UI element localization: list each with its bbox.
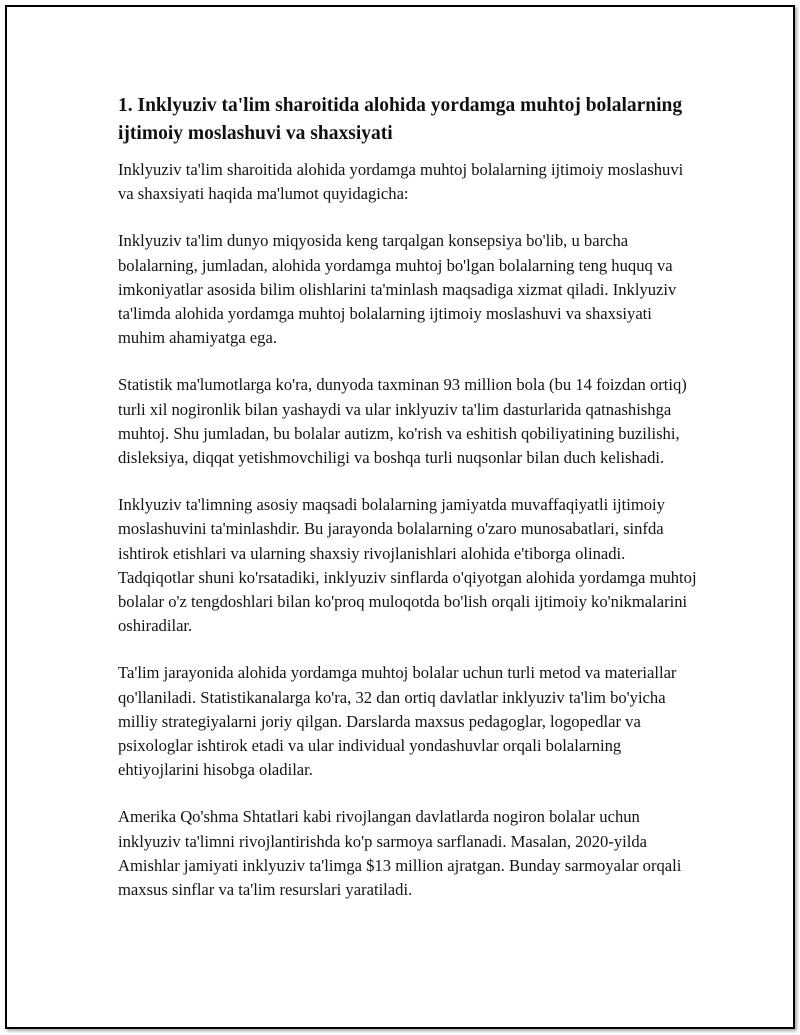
document-body (118, 92, 698, 925)
document-title: 1. Inklyuziv ta'lim sharoitida alohida yordamga muhtoj bolalarning ijtimoiy moslashuvi va shaxsiyati (118, 95, 683, 144)
paragraph-goal: Inklyuziv ta'limning asosiy maqsadi bolalarning jamiyatda muvaffaqiyatli ijtimoiy moslashuvini ta'minlashdir. Bu jarayonda bolalarning o'zaro munosabatlari, sinfda ishtirok etishlari va ularning shaxsiy rivojlanishlari alohida e'tiborga olinadi. Tadqiqotlar shuni ko'rsatadiki, inklyuziv sinflarda o'qiyotgan alohida yordamga muhtoj bolalar o'z tengdoshlari bilan ko'proq muloqotda bo'lish orqali ijtimoiy ko'nikmalarini oshiradilar. (118, 495, 697, 636)
paragraph-concept: Inklyuziv ta'lim dunyo miqyosida keng tarqalgan konsepsiya bo'lib, u barcha bolalarning, jumladan, alohida yordamga muhtoj bo'lgan bolalarning teng huquq va imkoniyatlar asosida bilim olishlarini ta'minlash maqsadiga xizmat qiladi. Inklyuziv ta'limda alohida yordamga muhtoj bolalarning ijtimoiy moslashuvi va shaxsiyati muhim ahamiyatga ega. (118, 231, 677, 348)
paragraph-investment: Amerika Qo'shma Shtatlari kabi rivojlangan davlatlarda nogiron bolalar uchun inklyuziv ta'limni rivojlantirishda ko'p sarmoya sarflanadi. Masalan, 2020-yilda Amishlar jamiyati inklyuziv ta'limga $13 million ajratgan. Bunday sarmoyalar orqali maxsus sinflar va ta'lim resurslari yaratiladi. (118, 807, 682, 900)
paragraph-intro: Inklyuziv ta'lim sharoitida alohida yordamga muhtoj bolalarning ijtimoiy moslashuvi va shaxsiyati haqida ma'lumot quyidagicha: (118, 160, 684, 204)
paragraph-methods: Ta'lim jarayonida alohida yordamga muhtoj bolalar uchun turli metod va materiallar qo'llaniladi. Statistikanalarga ko'ra, 32 dan ortiq davlatlar inklyuziv ta'lim bo'yicha milliy strategiyalarni joriy qilgan. Darslarda maxsus pedagoglar, logopedlar va psixologlar ishtirok etadi va ular individual yondashuvlar orqali bolalarning ehtiyojlarini hisobga oladilar. (118, 663, 677, 780)
paragraph-statistics: Statistik ma'lumotlarga ko'ra, dunyoda taxminan 93 million bola (bu 14 foizdan ortiq) turli xil nogironlik bilan yashaydi va ular inklyuziv ta'lim dasturlarida qatnashishga muhtoj. Shu jumladan, bu bolalar autizm, ko'rish va eshitish qobiliyatining buzilishi, disleksiya, diqqat yetishmovchiligi va boshqa turli nuqsonlar bilan duch kelishadi. (118, 375, 687, 468)
